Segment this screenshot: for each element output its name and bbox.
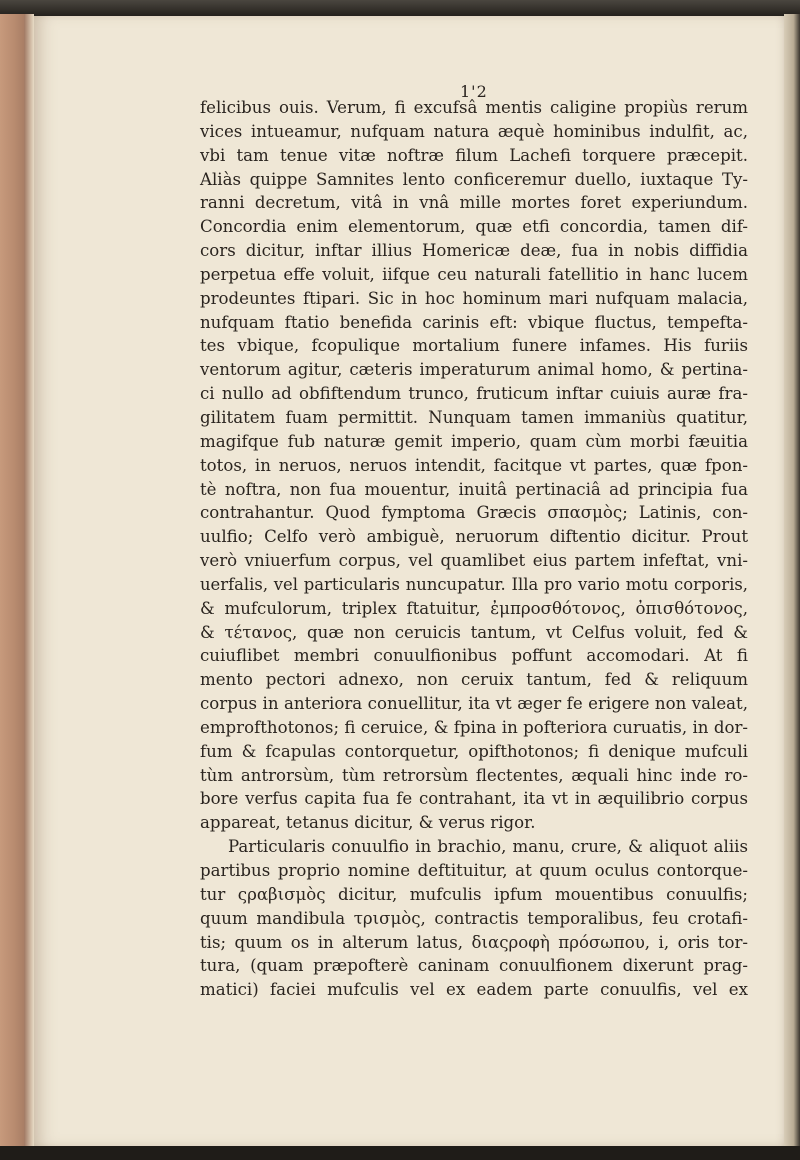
body-text bbox=[200, 96, 748, 1002]
text-line: partibus proprio nomine deftituitur, at quum oculus contorque- bbox=[200, 861, 748, 880]
text-line: tur ςραβισμὸς dicitur, mufculis ipfum mouentibus conuulfis; bbox=[200, 884, 748, 904]
text-line: Concordia enim elementorum, quæ etfi concordia, tamen dif- bbox=[200, 217, 748, 237]
text-line: tis; quum os in alterum latus, διαςροφὴ πρόσωπου, i, oris tor- bbox=[200, 932, 748, 952]
text-line: tura, (quam præpofterè caninam conuulfionem dixerunt prag- bbox=[200, 956, 748, 976]
text-line: tes vbique, fcopulique mortalium funere infames. His furiis bbox=[200, 336, 748, 356]
text-line: ventorum agitur, cæteris imperaturum animal homo, & pertina- bbox=[200, 360, 748, 380]
text-line: fum & fcapulas contorquetur, opifthotonos; fi denique mufculi bbox=[200, 741, 748, 761]
text-line: contrahantur. Quod fymptoma Græcis σπασμὸς; Latinis, con- bbox=[200, 503, 748, 523]
text-line: corpus in anteriora conuellitur, ita vt æger fe erigere non valeat, bbox=[200, 694, 748, 714]
text-line: matici) faciei mufculis vel ex eadem parte conuulfis, vel ex bbox=[200, 980, 748, 1000]
page-fore-edge bbox=[784, 14, 800, 1160]
text-line: tùm antrorsùm, tùm retrorsùm flectentes, æquali hinc inde ro- bbox=[200, 765, 748, 785]
text-line: tè noftra, non fua mouentur, inuitâ pertinaciâ ad principia fua bbox=[200, 479, 748, 499]
book-binding bbox=[0, 14, 34, 1160]
text-line: prodeuntes ftipari. Sic in hoc hominum mari nufquam malacia, bbox=[200, 288, 748, 308]
text-line: emprofthotonos; fi ceruice, & fpina in pofteriora curuatis, in dor- bbox=[200, 717, 748, 737]
text-line: & τέτανος, quæ non ceruicis tantum, vt Celfus voluit, fed & bbox=[200, 622, 748, 642]
text-line: vbi tam tenue vitæ noftræ filum Lachefi torquere præcepit. bbox=[200, 145, 748, 165]
text-line: ranni decretum, vitâ in vnâ mille mortes foret experiundum. bbox=[200, 193, 748, 213]
text-line: perpetua effe voluit, iifque ceu naturali fatellitio in hanc lucem bbox=[200, 264, 748, 284]
text-line: totos, in neruos, neruos intendit, facitque vt partes, quæ fpon- bbox=[200, 455, 748, 475]
scan-bottom-edge bbox=[0, 1146, 800, 1160]
text-line: uulfio; Celfo verò ambiguè, neruorum diftentio dicitur. Prout bbox=[200, 527, 748, 547]
text-line: Particularis conuulfio in brachio, manu, crure, & aliquot aliis bbox=[228, 837, 748, 857]
text-line: verò vniuerfum corpus, vel quamlibet eius partem infeftat, vni- bbox=[200, 551, 748, 571]
text-line: vices intueamur, nufquam natura æquè hominibus indulfit, ac, bbox=[200, 121, 748, 141]
text-line: & mufculorum, triplex ftatuitur, ἐμπροσθότονος, ὀπισθότονος, bbox=[200, 598, 748, 618]
text-line: cors dicitur, inftar illius Homericæ deæ, fua in nobis diffidia bbox=[200, 241, 748, 261]
page-number: 1'2 bbox=[460, 82, 488, 101]
text-line: cuiuflibet membri conuulfionibus poffunt accomodari. At fi bbox=[200, 646, 748, 666]
text-line: bore verfus capita fua fe contrahant, ita vt in æquilibrio corpus bbox=[200, 789, 748, 809]
text-line: uerfalis, vel particularis nuncupatur. Illa pro vario motu corporis, bbox=[200, 574, 748, 594]
text-line: felicibus ouis. Verum, fi excufsâ mentis caligine propiùs rerum bbox=[200, 98, 748, 117]
text-line: gilitatem fuam permittit. Nunquam tamen immaniùs quatitur, bbox=[200, 407, 748, 427]
text-line: quum mandibula τρισμὸς, contractis temporalibus, feu crotafi- bbox=[200, 908, 748, 928]
text-line: appareat, tetanus dicitur, & verus rigor. bbox=[200, 813, 536, 833]
text-line: ci nullo ad obfiftendum trunco, fruticum inftar cuiuis auræ fra- bbox=[200, 384, 748, 404]
text-line: mento pectori adnexo, non ceruix tantum, fed & reliquum bbox=[200, 670, 748, 690]
text-line: nufquam ftatio benefida carinis eft: vbique fluctus, tempefta- bbox=[200, 312, 748, 332]
text-line: Aliàs quippe Samnites lento conficeremur duello, iuxtaque Ty- bbox=[200, 169, 748, 189]
text-line: magifque fub naturæ gemit imperio, quam cùm morbi fæuitia bbox=[200, 431, 748, 451]
